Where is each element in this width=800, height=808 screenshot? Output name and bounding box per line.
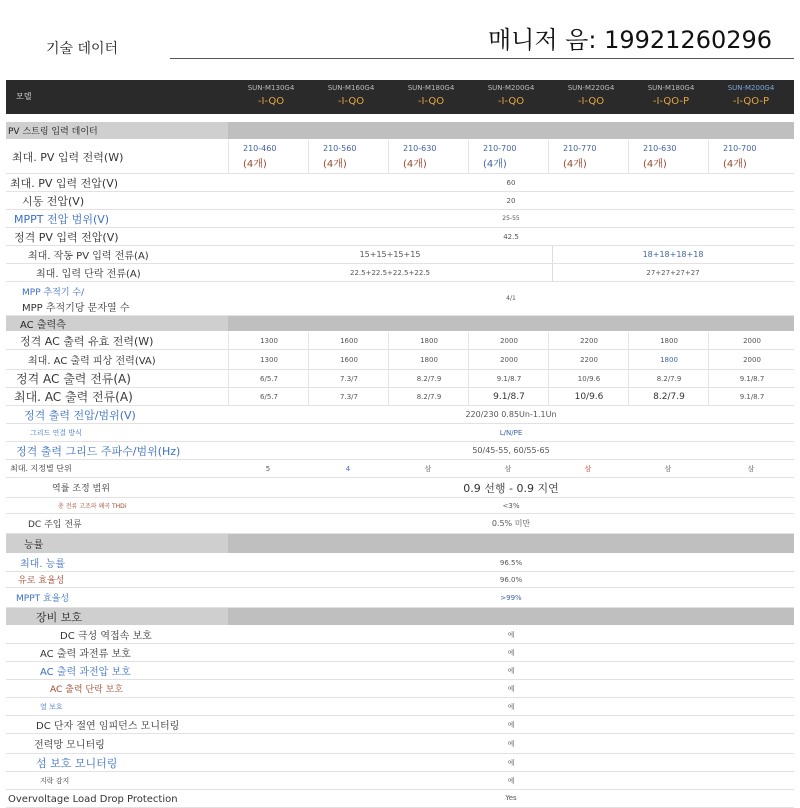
model-name: SUN-M200G4 <box>487 84 535 92</box>
row-value: <3% <box>502 501 520 510</box>
model-col <box>632 84 710 107</box>
row-max-pv-power <box>6 140 794 174</box>
row-label: 최대. AC 출력 전류(A) <box>14 390 133 404</box>
model-suffix: -I-QO <box>577 96 605 107</box>
value-cell: 1800 <box>628 332 709 349</box>
row-label: MPP 추적기당 문자열 수 <box>22 302 130 314</box>
row-dc-reverse <box>6 626 794 644</box>
row-rated-ac-current <box>6 370 794 388</box>
row-value: 예 <box>507 758 515 767</box>
row-value: 예 <box>507 648 515 657</box>
row-value: 42.5 <box>503 232 519 241</box>
model-name: SUN-M200G4 <box>727 84 775 92</box>
value-cell: 2000 <box>468 350 549 369</box>
row-label: 섬 보호 모니터링 <box>36 756 118 770</box>
row-value: 18+18+18+18 <box>642 250 704 259</box>
value-cell: 1800 <box>388 332 469 349</box>
title-bar <box>0 0 800 62</box>
row-label: AC 출력 과전압 보호 <box>40 667 131 678</box>
row-value: 예 <box>507 776 515 785</box>
model-name: SUN-M220G4 <box>567 84 615 92</box>
row-label: 최대. 작동 PV 입력 전류(A) <box>28 251 149 262</box>
row-overvoltage-load <box>6 790 794 808</box>
row-earth-fault <box>6 772 794 790</box>
model-col <box>232 84 310 107</box>
value-cell: 4 <box>345 464 351 473</box>
row-value: 0.5% 미만 <box>491 519 531 528</box>
value-cell: 7.3/7 <box>308 388 389 405</box>
model-name: SUN-M180G4 <box>647 84 695 92</box>
value-cell: 2000 <box>468 332 549 349</box>
row-rated-pv-voltage <box>6 228 794 246</box>
value-cell: 9.1/8.7 <box>468 388 549 405</box>
section-efficiency <box>6 534 794 554</box>
row-value: 예 <box>507 739 515 748</box>
row-ac-overvoltage <box>6 662 794 680</box>
row-value: 60 <box>506 178 516 187</box>
row-thermal <box>6 698 794 716</box>
row-label: 정격 AC 출력 유효 전력(W) <box>20 334 154 348</box>
row-label: DC 극성 역접속 보호 <box>60 631 152 642</box>
row-max-units <box>6 460 794 478</box>
value-cell: 5 <box>265 464 271 473</box>
model-suffix: -I-QO <box>257 96 285 107</box>
row-max-eff <box>6 554 794 572</box>
row-dc-injection <box>6 514 794 534</box>
row-value: 20 <box>506 196 516 205</box>
row-grid-type <box>6 424 794 442</box>
row-ac-overcurrent <box>6 644 794 662</box>
row-power-factor <box>6 478 794 498</box>
section-pv <box>6 122 794 140</box>
row-value: 예 <box>507 666 515 675</box>
model-name: SUN-M160G4 <box>327 84 375 92</box>
value-cell: 삼 <box>584 464 592 473</box>
row-rated-ac-power <box>6 332 794 350</box>
value-cell: 2000 <box>708 350 795 369</box>
value-cell: 1300 <box>228 332 309 349</box>
value-cell: 2000 <box>708 332 795 349</box>
row-label: 열 보호 <box>40 702 63 711</box>
row-value: 27+27+27+27 <box>646 268 700 277</box>
value-cell: 210-630 (4개) <box>628 140 708 173</box>
value-cell: 10/9.6 <box>548 388 629 405</box>
row-label: 최대. 지정별 단위 <box>10 464 72 473</box>
value-cell: 8.2/7.9 <box>388 388 469 405</box>
value-cell: 210-770 (4개) <box>548 140 628 173</box>
doc-title: 기술 데이터 <box>46 41 119 57</box>
row-thdi <box>6 498 794 514</box>
value-cell: 1300 <box>228 350 309 369</box>
row-value: >99% <box>500 593 522 602</box>
title-rule <box>170 58 794 59</box>
section-title: AC 출력측 <box>20 320 66 331</box>
model-name: SUN-M130G4 <box>247 84 295 92</box>
row-label: 그리드 연결 방식 <box>30 428 82 437</box>
section-protection <box>6 608 794 626</box>
value-cell: 9.1/8.7 <box>708 388 795 405</box>
row-label: Overvoltage Load Drop Protection <box>8 794 178 805</box>
row-label: MPPT 전압 범위(V) <box>14 212 110 226</box>
value-cell: 210-630 (4개) <box>388 140 468 173</box>
row-label: MPPT 효율성 <box>16 594 70 604</box>
row-label: 지락 감지 <box>40 776 70 785</box>
row-label: 정격 PV 입력 전압(V) <box>14 230 119 244</box>
row-mpp-count <box>6 282 794 316</box>
row-label: 전력망 모니터링 <box>34 740 105 751</box>
row-value: 예 <box>507 684 515 693</box>
row-max-sc-current <box>6 264 794 282</box>
row-label: 최대. AC 출력 피상 전력(VA) <box>28 356 156 367</box>
value-cell: 210-700 (4개) <box>468 140 548 173</box>
row-label: 정격 출력 그리드 주파수/범위(Hz) <box>16 444 181 458</box>
value-cell: 9.1/8.7 <box>468 370 549 387</box>
row-mppt-eff <box>6 588 794 608</box>
row-value: 220/230 0.85Un-1.1Un <box>465 410 557 419</box>
row-value: 96.5% <box>499 558 523 567</box>
value-cell: 삼 <box>664 464 672 473</box>
row-grid-monitor <box>6 734 794 754</box>
row-label: 최대. PV 입력 전압(V) <box>10 176 119 190</box>
row-label: AC 출력 과전류 보호 <box>40 649 131 660</box>
row-value: 예 <box>507 702 515 711</box>
row-value: L/N/PE <box>499 428 523 437</box>
value-cell: 6/5.7 <box>228 370 309 387</box>
row-value: 4/1 <box>506 295 516 302</box>
value-cell: 7.3/7 <box>308 370 389 387</box>
row-grid-freq <box>6 442 794 460</box>
section-title: 장비 보호 <box>36 610 83 624</box>
value-cell: 210-460 (4개) <box>228 140 308 173</box>
value-cell: 10/9.6 <box>548 370 629 387</box>
model-col <box>472 84 550 107</box>
value-cell: 1600 <box>308 350 389 369</box>
row-dc-insulation <box>6 716 794 734</box>
row-euro-eff <box>6 572 794 588</box>
row-island <box>6 754 794 772</box>
row-label: AC 출력 단락 보호 <box>50 685 124 695</box>
row-value: 예 <box>507 630 515 639</box>
section-title: 능률 <box>24 540 44 551</box>
value-cell: 2200 <box>548 332 629 349</box>
value-cell: 8.2/7.9 <box>628 388 709 405</box>
row-label: 최대. 능률 <box>20 559 65 570</box>
row-max-op-current <box>6 246 794 264</box>
row-start-voltage <box>6 192 794 210</box>
row-label: 총 전류 고조파 왜곡 THDi <box>58 503 127 510</box>
row-value: 25-55 <box>502 215 520 222</box>
model-name: SUN-M180G4 <box>407 84 455 92</box>
row-label: 역률 조정 범위 <box>52 484 110 494</box>
row-value: Yes <box>505 794 517 802</box>
value-cell: 6/5.7 <box>228 388 309 405</box>
row-label: 최대. 입력 단락 전류(A) <box>36 269 141 280</box>
model-suffix: -I-QO <box>497 96 525 107</box>
row-label: 정격 AC 출력 전류(A) <box>16 372 131 386</box>
row-label: DC 주입 전류 <box>28 520 82 530</box>
value-cell: 8.2/7.9 <box>628 370 709 387</box>
row-label: DC 단자 절연 임피던스 모니터링 <box>36 721 180 732</box>
row-label: 시동 전압(V) <box>22 194 85 208</box>
row-label: MPP 추적기 수/ <box>22 287 85 298</box>
value-cell: 1800 <box>388 350 469 369</box>
model-col <box>392 84 470 107</box>
model-label: 모델 <box>16 92 32 101</box>
row-label: 유로 효율성 <box>18 576 65 586</box>
value-cell: 210-560 (4개) <box>308 140 388 173</box>
model-col <box>312 84 390 107</box>
row-max-ac-apparent <box>6 350 794 370</box>
row-value: 22.5+22.5+22.5+22.5 <box>350 268 430 277</box>
model-suffix: -I-QO-P <box>652 96 690 107</box>
value-cell: 삼 <box>424 464 432 473</box>
row-rated-output-voltage <box>6 406 794 424</box>
row-ac-short <box>6 680 794 698</box>
value-cell: 8.2/7.9 <box>388 370 469 387</box>
row-label: 최대. PV 입력 전력(W) <box>12 150 124 164</box>
model-col <box>712 84 790 107</box>
value-cell: 삼 <box>747 464 755 473</box>
value-cell: 삼 <box>504 464 512 473</box>
row-value: 0.9 선행 - 0.9 지연 <box>463 481 559 495</box>
row-mppt-range <box>6 210 794 228</box>
model-suffix: -I-QO-P <box>732 96 770 107</box>
contact-text: 매니저 음: 19921260296 <box>488 26 773 54</box>
row-value: 15+15+15+15 <box>359 250 421 259</box>
model-col <box>552 84 630 107</box>
model-header-row <box>6 80 794 114</box>
value-cell: 1600 <box>308 332 389 349</box>
value-cell: 210-700 (4개) <box>708 140 794 173</box>
row-value: 96.0% <box>499 575 523 584</box>
row-value: 예 <box>507 720 515 729</box>
row-label: 정격 출력 전압/범위(V) <box>24 408 136 422</box>
value-cell: 1800 <box>628 350 709 369</box>
row-max-pv-voltage <box>6 174 794 192</box>
row-value: 50/45-55, 60/55-65 <box>472 446 550 455</box>
section-title: PV 스트링 입력 데이터 <box>8 127 98 137</box>
section-ac <box>6 316 794 332</box>
model-suffix: -I-QO <box>337 96 365 107</box>
value-cell: 9.1/8.7 <box>708 370 795 387</box>
row-max-ac-current <box>6 388 794 406</box>
model-suffix: -I-QO <box>417 96 445 107</box>
value-cell: 2200 <box>548 350 629 369</box>
